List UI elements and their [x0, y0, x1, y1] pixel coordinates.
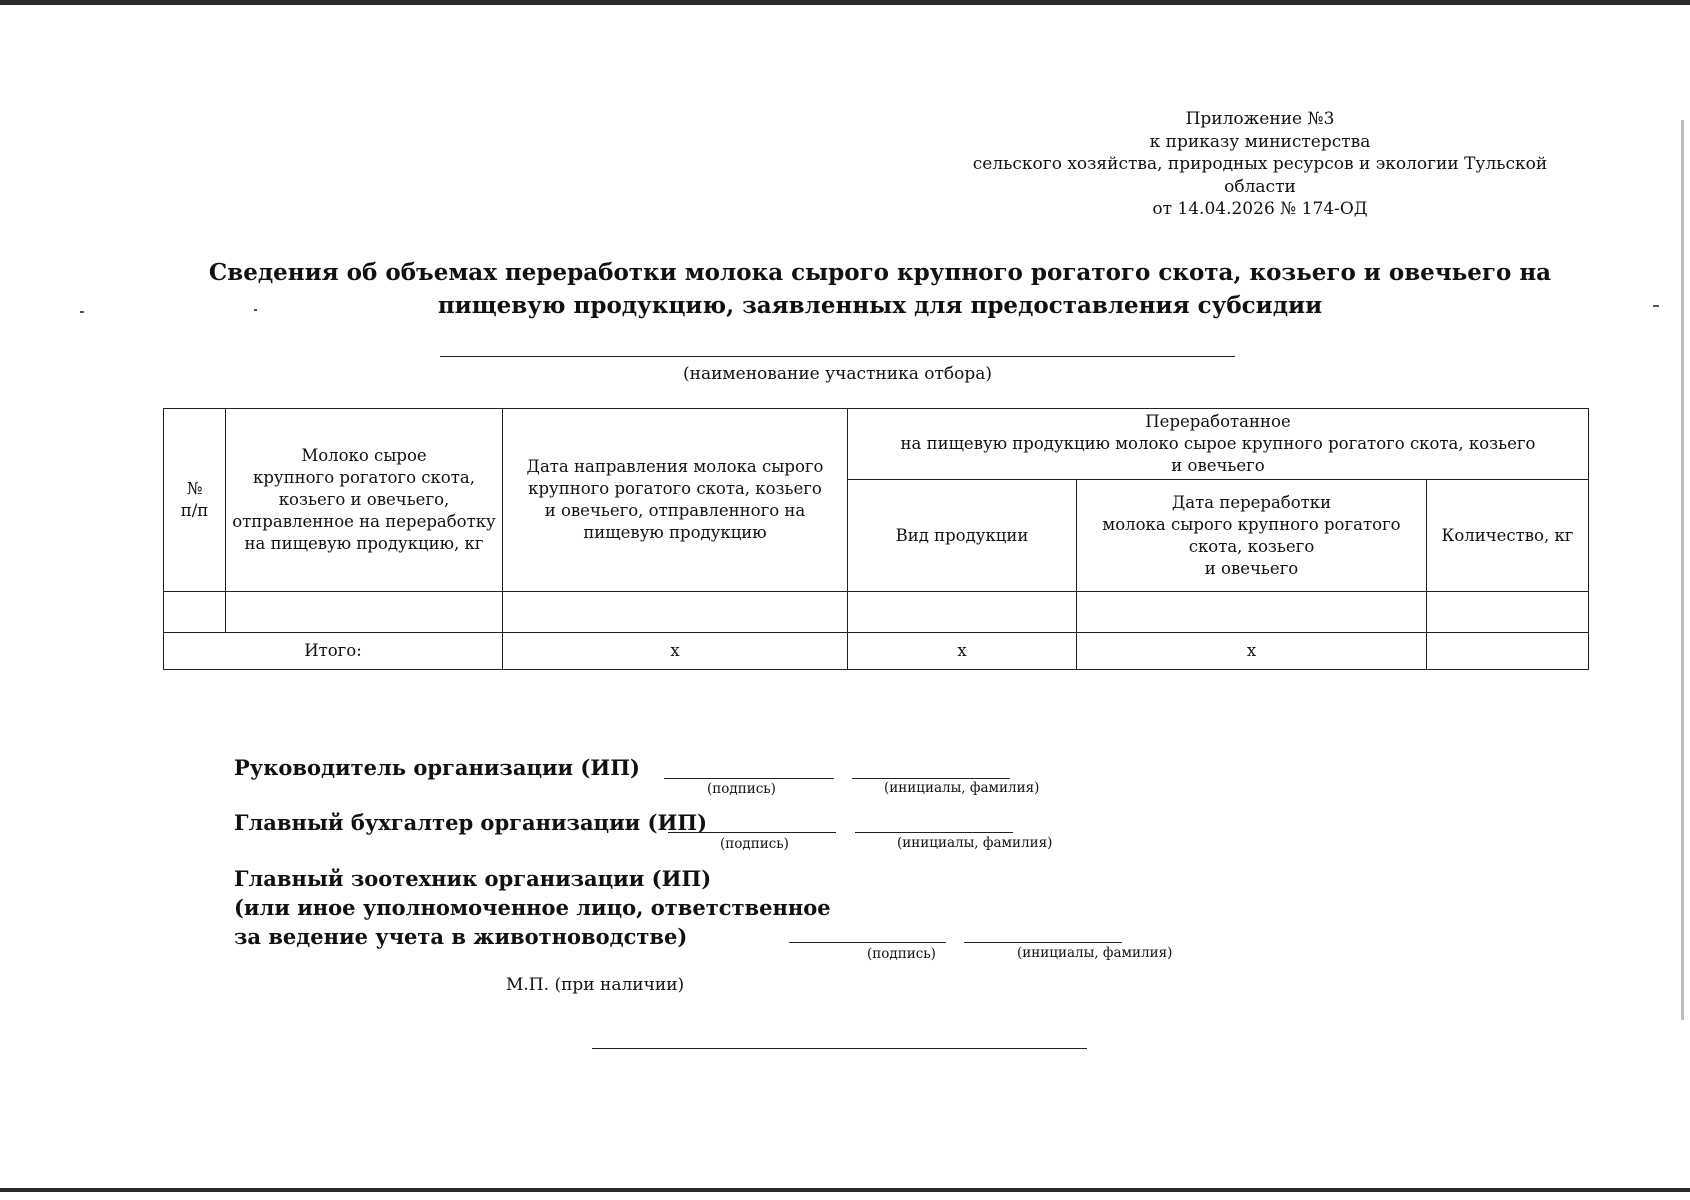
name-line-zoo [964, 942, 1122, 943]
cell-empty [226, 592, 503, 633]
document-title [150, 256, 1610, 322]
name-line-accountant [855, 832, 1013, 833]
cell-empty [164, 592, 226, 633]
cell-empty [1077, 592, 1427, 633]
header-date-processed: Дата переработки молока сырого крупного рогатого скота, козьего и овечьего [1077, 480, 1427, 592]
name-caption-head: (инициалы, фамилия) [884, 780, 1040, 796]
cell-empty [848, 592, 1077, 633]
processing-table [163, 408, 1589, 670]
total-date-sent: х [503, 633, 848, 670]
signature-zoo-line-3: за ведение учета в животноводстве) [234, 924, 688, 949]
signature-zoo-label [234, 864, 831, 951]
signature-accountant-label: Главный бухгалтер организации (ИП) [234, 810, 708, 835]
total-product: х [848, 633, 1077, 670]
signature-caption-head: (подпись) [707, 781, 776, 797]
appendix-region: области [1224, 176, 1296, 197]
participant-name-caption: (наименование участника отбора) [683, 364, 992, 384]
scan-border-right [1681, 120, 1684, 1020]
header-quantity: Количество, кг [1427, 480, 1589, 592]
stamp-label: М.П. (при наличии) [506, 975, 685, 995]
signature-zoo-line-1: Главный зоотехник организации (ИП) [234, 866, 712, 891]
document-end-line [592, 1048, 1087, 1049]
signature-head-label: Руководитель организации (ИП) [234, 755, 640, 780]
header-milk-sent: Молоко сырое крупного рогатого скота, козьего и овечьего, отправленное на переработку на пищевую продукцию, кг [226, 409, 503, 592]
scan-speck [1653, 305, 1659, 307]
name-caption-zoo: (инициалы, фамилия) [1017, 945, 1173, 961]
scan-border-top [0, 0, 1690, 5]
total-label: Итого: [164, 633, 503, 670]
signature-caption-accountant: (подпись) [720, 836, 789, 852]
appendix-number: Приложение №3 [1185, 109, 1335, 129]
appendix-header [940, 108, 1580, 221]
scan-speck [80, 311, 84, 313]
header-product-type: Вид продукции [848, 480, 1077, 592]
table-header-row [164, 409, 1589, 480]
table-total-row [164, 633, 1589, 670]
signature-caption-zoo: (подпись) [867, 946, 936, 962]
cell-empty [1427, 592, 1589, 633]
name-line-head [852, 778, 1010, 779]
table-row [164, 592, 1589, 633]
participant-name-line [440, 356, 1235, 357]
header-date-sent: Дата направления молока сырого крупного рогатого скота, козьего и овечьего, отправленного на пищевую продукцию [503, 409, 848, 592]
title-line-2: пищевую продукцию, заявленных для предоставления субсидии [437, 292, 1323, 319]
signature-line-accountant [668, 832, 836, 833]
total-date-processed: х [1077, 633, 1427, 670]
signature-line-zoo [789, 942, 946, 943]
scan-border-bottom [0, 1188, 1690, 1192]
appendix-order-ref: к приказу министерства [1149, 131, 1371, 152]
header-number: № п/п [164, 409, 226, 592]
appendix-date-number: от 14.04.2026 № 174-ОД [1152, 199, 1368, 219]
signature-zoo-line-2: (или иное уполномоченное лицо, ответственное [234, 895, 831, 920]
total-quantity [1427, 633, 1589, 670]
signature-line-head [664, 778, 834, 779]
appendix-ministry: сельского хозяйства, природных ресурсов и экологии Тульской [972, 154, 1548, 174]
name-caption-accountant: (инициалы, фамилия) [897, 835, 1053, 851]
title-line-1: Сведения об объемах переработки молока сырого крупного рогатого скота, козьего и овечьего на [208, 259, 1552, 286]
header-processed-group: Переработанное на пищевую продукцию молоко сырое крупного рогатого скота, козьего и овечьего [848, 409, 1589, 480]
cell-empty [503, 592, 848, 633]
